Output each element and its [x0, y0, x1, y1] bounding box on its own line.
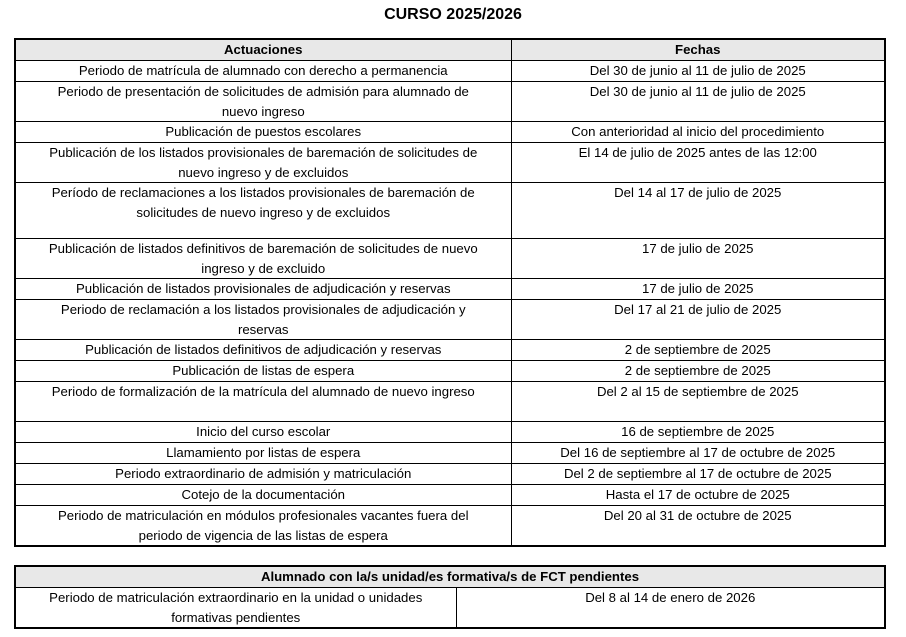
table-row — [15, 143, 885, 183]
actuacion-cell: Periodo de reclamación a los listados provisionales de adjudicación y reservas — [15, 300, 511, 340]
col-header-actuaciones: Actuaciones — [15, 39, 511, 61]
page-title: CURSO 2025/2026 — [384, 6, 522, 23]
actuacion-cell: Cotejo de la documentación — [15, 485, 511, 506]
table-row — [15, 361, 885, 382]
table-row — [15, 239, 885, 279]
actuacion-cell: Llamamiento por listas de espera — [15, 443, 511, 464]
actuacion-cell: Publicación de listados provisionales de adjudicación y reservas — [15, 279, 511, 300]
fct-header-row — [15, 566, 885, 588]
table-row — [15, 300, 885, 340]
actuacion-cell: Publicación de listados definitivos de adjudicación y reservas — [15, 340, 511, 361]
table-row — [15, 506, 885, 547]
fecha-cell: Del 2 de septiembre al 17 de octubre de 2025 — [511, 464, 885, 485]
table-row — [15, 485, 885, 506]
table-row — [15, 588, 885, 629]
fecha-cell: Del 20 al 31 de octubre de 2025 — [511, 506, 885, 547]
fecha-cell: Del 8 al 14 de enero de 2026 — [456, 588, 885, 629]
table-row — [15, 183, 885, 239]
fecha-cell: Del 14 al 17 de julio de 2025 — [511, 183, 885, 239]
actuacion-cell: Periodo extraordinario de admisión y matriculación — [15, 464, 511, 485]
fecha-cell: 17 de julio de 2025 — [511, 239, 885, 279]
actuacion-cell: Publicación de los listados provisionales de baremación de solicitudes de nuevo ingreso y de excluidos — [15, 143, 511, 183]
col-header-fechas: Fechas — [511, 39, 885, 61]
fecha-cell: El 14 de julio de 2025 antes de las 12:00 — [511, 143, 885, 183]
table-row — [15, 422, 885, 443]
table-row — [15, 443, 885, 464]
fecha-cell: Del 30 de junio al 11 de julio de 2025 — [511, 61, 885, 82]
fecha-cell: Del 30 de junio al 11 de julio de 2025 — [511, 82, 885, 122]
table-row — [15, 382, 885, 422]
actuacion-cell: Publicación de listados definitivos de baremación de solicitudes de nuevo ingreso y de excluido — [15, 239, 511, 279]
fecha-cell: Del 2 al 15 de septiembre de 2025 — [511, 382, 885, 422]
actuacion-cell: Periodo de presentación de solicitudes de admisión para alumnado de nuevo ingreso — [15, 82, 511, 122]
fct-table-header: Alumnado con la/s unidad/es formativa/s de FCT pendientes — [15, 566, 885, 588]
actuacion-cell: Periodo de matriculación en módulos profesionales vacantes fuera del periodo de vigencia de las listas de espera — [15, 506, 511, 547]
table-row — [15, 464, 885, 485]
schedule-header-row — [15, 39, 885, 61]
fecha-cell: Con anterioridad al inicio del procedimiento — [511, 122, 885, 143]
actuacion-cell: Período de reclamaciones a los listados provisionales de baremación de solicitudes de nuevo ingreso y de excluidos — [15, 183, 511, 239]
fecha-cell: Del 17 al 21 de julio de 2025 — [511, 300, 885, 340]
fecha-cell: 2 de septiembre de 2025 — [511, 340, 885, 361]
schedule-table — [14, 38, 886, 547]
actuacion-cell: Publicación de puestos escolares — [15, 122, 511, 143]
table-row — [15, 61, 885, 82]
fecha-cell: 17 de julio de 2025 — [511, 279, 885, 300]
actuacion-cell: Periodo de matriculación extraordinario en la unidad o unidades formativas pendientes — [15, 588, 456, 629]
table-row — [15, 340, 885, 361]
actuacion-cell: Periodo de matrícula de alumnado con derecho a permanencia — [15, 61, 511, 82]
table-row — [15, 82, 885, 122]
actuacion-cell: Periodo de formalización de la matrícula del alumnado de nuevo ingreso — [15, 382, 511, 422]
fecha-cell: Hasta el 17 de octubre de 2025 — [511, 485, 885, 506]
fecha-cell: 2 de septiembre de 2025 — [511, 361, 885, 382]
actuacion-cell: Publicación de listas de espera — [15, 361, 511, 382]
fct-table — [14, 565, 886, 629]
table-row — [15, 122, 885, 143]
fecha-cell: 16 de septiembre de 2025 — [511, 422, 885, 443]
fecha-cell: Del 16 de septiembre al 17 de octubre de 2025 — [511, 443, 885, 464]
actuacion-cell: Inicio del curso escolar — [15, 422, 511, 443]
table-row — [15, 279, 885, 300]
